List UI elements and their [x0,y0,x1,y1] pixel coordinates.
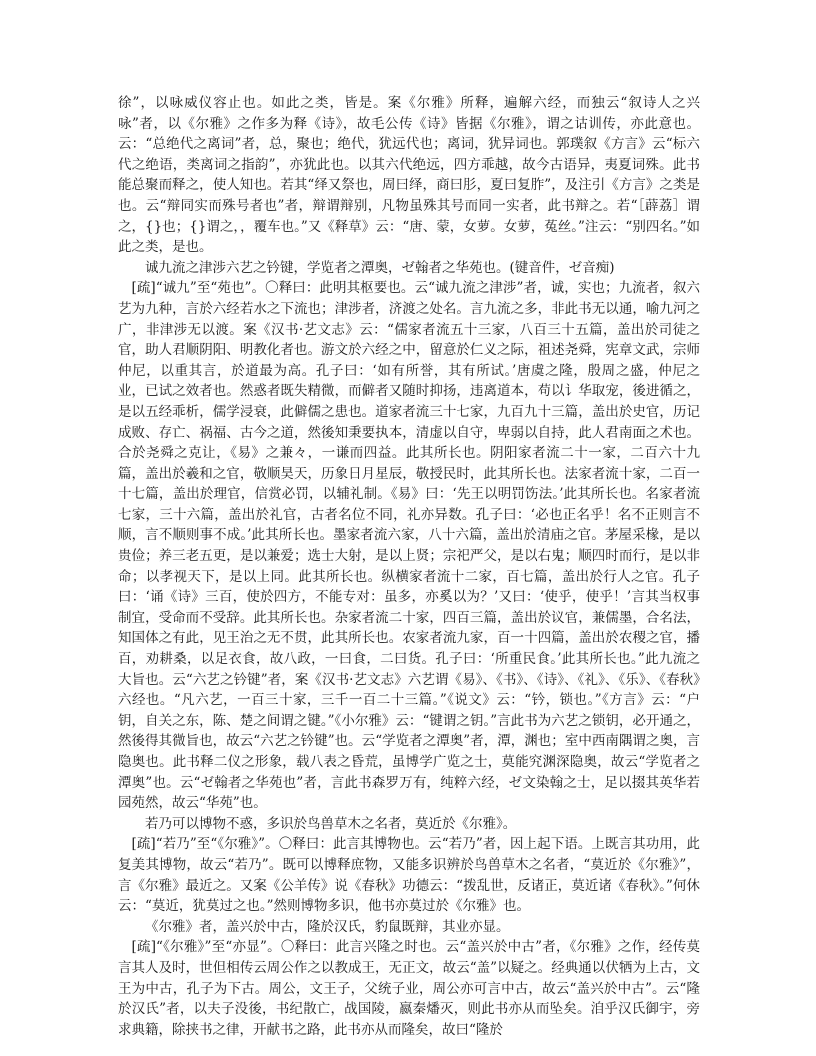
document-page [118,93,700,1040]
commentary-paragraph-continued: 徐”，以咏威仪容止也。如此之类，皆是。案《尔雅》所释，遍解六经，而独云“叙诗人之兴咏”者，以《尔雅》之作多为释《诗》，故毛公传《诗》皆据《尔雅》，谓之诂训传，亦此意也。云：“总绝代之离词”者，总，聚也；绝代，犹远代也；离词，犹异词也。郭璞叙《方言》云“标六代之绝语，类离词之指韵”，亦犹此也。以其六代绝远，四方乖越，故今古语异，夷夏词殊。此书能总聚而释之，使人知也。若其“绎又祭也，周曰绎，商曰肜，夏曰复胙”，及注引《方言》之类是也。云“辩同实而殊号者也”者，辩谓辩别，凡物虽殊其号而同一实者，此书辩之。若“［薜荔］谓之，{}也；{}谓之，，覆车也。”又《释草》云：“唐、蒙，女萝。女萝，菟丝。”注云：“别四名。”如此之类，是也。 [118,95,700,256]
main-text-paragraph: 若乃可以博物不惑，多识於鸟兽草木之名者，莫近於《尔雅》。 [145,815,517,832]
commentary-paragraph: [疏]“《尔雅》”至“亦显”。〇释曰：此言兴隆之时也。云“盖兴於中古”者，《尔雅》之作，经传莫言其人及时，世但相传云周公作之以教成王，无正文，故云“盖”以疑之。经典通以伏牺为上古，文王为中古，孔子为下古。周公，文王子，父统子业，周公亦可言中古，故云“盖兴於中古”。云“隆於汉氏”者，以夫子没後，书纪散亡，战国陵，嬴秦燔灭，则此书亦从而坠矣。洎乎汉氏御宇，旁求典籍，除挟书之律，开献书之路，此书亦从而隆矣，故曰“隆於 [118,939,700,1038]
commentary-paragraph: [疏]“若乃”至“《尔雅》”。〇释曰：此言其博物也。云“若乃”者，因上起下语。上既言其功用，此复美其博物，故云“若乃”。既可以博释庶物，又能多识辨於鸟兽草木之名者，“莫近於《尔雅》”，言《尔雅》最近之。又案《公羊传》说《春秋》功德云：“拨乱世，反诸正，莫近诸《春秋》。”何休云：“莫近，犹莫过之也。”然则博物多识，他书亦莫过於《尔雅》也。 [118,836,700,915]
main-text-paragraph: 《尔雅》者，盖兴於中古，隆於汉氏，豹鼠既辩，其业亦显。 [145,918,510,935]
commentary-paragraph: [疏]“诚九”至“苑也”。〇释曰：此明其枢要也。云“诚九流之津涉”者，诚，实也；九流者，叙六艺为九种，言於六经若水之下流也；津涉者，济渡之处名。言九流之多，非此书无以通，喻九河之广，非津涉无以渡。案《汉书·艺文志》云：“儒家者流五十三家，八百三十五篇，盖出於司徒之官，助人君顺阴阳、明教化者也。游文於六经之中，留意於仁义之际，祖述尧舜，宪章文武，宗师仲尼，以重其言，於道最为高。孔子曰：‘如有所誉，其有所试。’唐虞之隆，殷周之盛，仲尼之业，已试之效者也。然惑者既失精微，而僻者又随时抑扬，违离道本，苟以讠华取宠，後进循之，是以五经乖析，儒学浸衰，此僻儒之患也。道家者流三十七家，九百九十三篇，盖出於史官，历记成败、存亡、祸福、古今之道，然後知秉要执本，清虚以自守，卑弱以自持，此人君南面之术也。合於尧舜之克让，《易》之兼々，一谦而四益。此其所长也。阴阳家者流二十一家，二百六十九篇，盖出於羲和之官，敬顺昊天，历象日月星辰，敬授民时，此其所长也。法家者流十家，二百一十七篇，盖出於理官，信赏必罚，以辅礼制。《易》曰：‘先王以明罚饬法。’此其所长也。名家者流七家，三十六篇，盖出於礼官，古者名位不同，礼亦异数。孔子曰：‘必也正名乎！名不正则言不顺，言不顺则事不成。’此其所长也。墨家者流六家，八十六篇，盖出於清庙之官。茅屋采椽，是以贵俭；养三老五更，是以兼爱；选士大射，是以上贤；宗祀严父，是以右鬼；顺四时而行，是以非命；以孝视天下，是以上同。此其所长也。纵横家者流十二家，百七篇，盖出於行人之官。孔子曰：‘诵《诗》三百，使於四方，不能专对：虽多，亦奚以为？’又曰：‘使乎，使乎！’言其当权事制宜，受命而不受辞。此其所长也。杂家者流二十家，四百三篇，盖出於议官，兼儒墨，合名法，知国体之有此，见王治之无不贯，此其所长也。农家者流九家，百一十四篇，盖出於农稷之官，播百，劝耕桑，以足衣食，故八政，一曰食，二曰货。孔子曰：‘所重民食。’此其所长也。”此九流之大旨也。云“六艺之钤键”者，案《汉书·艺文志》六艺谓《易》、《书》、《诗》、《礼》、《乐》、《春秋》六经也。“凡六艺，一百三十家，三千一百二十三篇。”《说文》云：“钤，锁也。”《方言》云：“户钥，自关之东，陈、楚之间谓之键。”《小尔雅》云：“键谓之钥。”言此书为六艺之锁钥，必开通之，然後得其微旨也，故云“六艺之钤键”也。云“学览者之潭奥”者，潭，渊也；室中西南隅谓之奥，言隐奥也。此书释二仪之形象，载八表之昏荒，虽博学广览之士，莫能究渊深隐奥，故云“学览者之潭奥”也。云“ゼ翰者之华苑也”者，言此书森罗万有，纯粹六经，ゼ文染翰之士，足以掇其英华若园苑然，故云“华苑”也。 [118,280,700,812]
main-text-paragraph: 诚九流之津涉六艺之钤键，学览者之潭奥，ゼ翰者之华苑也。(键音件，ゼ音痴) [145,259,615,276]
